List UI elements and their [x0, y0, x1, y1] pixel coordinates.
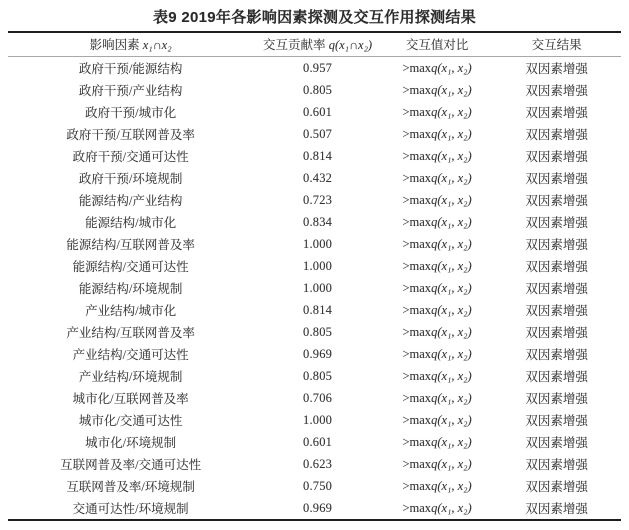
comparison-prefix: >max [402, 456, 432, 471]
table-row [8, 387, 621, 409]
result-cell: 双因素增强 [525, 304, 588, 318]
q-value-cell: 1.000 [303, 280, 333, 295]
result-cell: 双因素增强 [525, 458, 588, 472]
result-cell: 双因素增强 [525, 172, 588, 186]
comparison-prefix: >max [402, 346, 432, 361]
comparison-prefix: >max [402, 368, 432, 383]
table-row [8, 453, 621, 475]
table-header-row [8, 32, 621, 57]
q-value-cell: 0.723 [303, 192, 333, 207]
result-cell: 双因素增强 [525, 480, 588, 494]
q-value-cell: 0.805 [303, 324, 333, 339]
comparison-math: q(x₁, x₂) [431, 456, 472, 471]
factor-cell: 互联网普及率/环境规制 [66, 480, 195, 494]
table-caption: 表9 2019年各影响因素探测及交互作用探测结果 [152, 9, 477, 26]
comparison-math: q(x₁, x₂) [431, 236, 472, 251]
column-header-factors-math: x₁∩x₂ [142, 38, 172, 52]
table-row [8, 475, 621, 497]
q-value-cell: 0.814 [303, 302, 333, 317]
comparison-cell [382, 475, 492, 497]
comparison-cell [382, 431, 492, 453]
q-value-cell: 0.957 [303, 60, 333, 75]
comparison-cell [382, 57, 492, 80]
comparison-prefix: >max [402, 126, 432, 141]
result-cell: 双因素增强 [525, 436, 588, 450]
result-cell: 双因素增强 [525, 282, 588, 296]
q-value-cell: 0.601 [303, 434, 333, 449]
table-row [8, 79, 621, 101]
comparison-prefix: >max [402, 148, 432, 163]
comparison-prefix: >max [402, 236, 432, 251]
factor-cell: 能源结构/交通可达性 [72, 260, 189, 274]
comparison-math: q(x₁, x₂) [431, 170, 472, 185]
comparison-math: q(x₁, x₂) [431, 280, 472, 295]
results-table [8, 31, 621, 521]
comparison-cell [382, 365, 492, 387]
factor-cell: 产业结构/互联网普及率 [66, 326, 195, 340]
factor-cell: 城市化/环境规制 [85, 436, 177, 450]
comparison-cell [382, 101, 492, 123]
comparison-prefix: >max [402, 500, 432, 515]
table-row [8, 431, 621, 453]
factor-cell: 能源结构/城市化 [85, 216, 177, 230]
table-row [8, 123, 621, 145]
comparison-prefix: >max [402, 302, 432, 317]
q-value-cell: 0.969 [303, 500, 333, 515]
factor-cell: 产业结构/环境规制 [78, 370, 183, 384]
q-value-cell: 0.750 [303, 478, 333, 493]
result-cell: 双因素增强 [525, 128, 588, 142]
result-cell: 双因素增强 [525, 502, 588, 516]
q-value-cell: 0.432 [303, 170, 333, 185]
factor-cell: 政府干预/能源结构 [78, 62, 183, 76]
table-row [8, 409, 621, 431]
comparison-math: q(x₁, x₂) [431, 478, 472, 493]
result-cell: 双因素增强 [525, 348, 588, 362]
result-cell: 双因素增强 [525, 370, 588, 384]
comparison-cell [382, 145, 492, 167]
table-row [8, 497, 621, 520]
result-cell: 双因素增强 [525, 194, 588, 208]
result-cell: 双因素增强 [525, 326, 588, 340]
comparison-math: q(x₁, x₂) [431, 214, 472, 229]
q-value-cell: 1.000 [303, 258, 333, 273]
table-row [8, 343, 621, 365]
table-row [8, 277, 621, 299]
q-value-cell: 0.507 [303, 126, 333, 141]
column-header-factors-label: 影响因素 [89, 38, 143, 52]
comparison-cell [382, 497, 492, 520]
comparison-cell [382, 453, 492, 475]
comparison-math: q(x₁, x₂) [431, 302, 472, 317]
comparison-prefix: >max [402, 104, 432, 119]
column-header-contribution-math: q(x₁∩x₂) [328, 38, 373, 52]
comparison-cell [382, 321, 492, 343]
comparison-cell [382, 343, 492, 365]
comparison-prefix: >max [402, 82, 432, 97]
table-row [8, 365, 621, 387]
column-header-comparison-label: 交互值对比 [405, 38, 469, 52]
comparison-math: q(x₁, x₂) [431, 412, 472, 427]
comparison-math: q(x₁, x₂) [431, 258, 472, 273]
factor-cell: 政府干预/环境规制 [78, 172, 183, 186]
comparison-prefix: >max [402, 214, 432, 229]
factor-cell: 政府干预/互联网普及率 [66, 128, 195, 142]
table-row [8, 167, 621, 189]
comparison-math: q(x₁, x₂) [431, 126, 472, 141]
comparison-cell [382, 167, 492, 189]
factor-cell: 政府干预/城市化 [85, 106, 177, 120]
comparison-cell [382, 233, 492, 255]
factor-cell: 城市化/交通可达性 [78, 414, 183, 428]
q-value-cell: 0.805 [303, 82, 333, 97]
comparison-cell [382, 387, 492, 409]
table-row [8, 255, 621, 277]
column-header-comparison [382, 32, 492, 57]
column-header-contribution-label: 交互贡献率 [263, 38, 329, 52]
result-cell: 双因素增强 [525, 260, 588, 274]
comparison-prefix: >max [402, 478, 432, 493]
comparison-prefix: >max [402, 390, 432, 405]
result-cell: 双因素增强 [525, 392, 588, 406]
table-row [8, 321, 621, 343]
factor-cell: 能源结构/互联网普及率 [66, 238, 195, 252]
factor-cell: 政府干预/交通可达性 [72, 150, 189, 164]
comparison-math: q(x₁, x₂) [431, 346, 472, 361]
result-cell: 双因素增强 [525, 414, 588, 428]
factor-cell: 能源结构/环境规制 [78, 282, 183, 296]
comparison-prefix: >max [402, 170, 432, 185]
comparison-math: q(x₁, x₂) [431, 192, 472, 207]
q-value-cell: 0.623 [303, 456, 333, 471]
comparison-prefix: >max [402, 434, 432, 449]
q-value-cell: 0.706 [303, 390, 333, 405]
table-row [8, 145, 621, 167]
comparison-cell [382, 123, 492, 145]
comparison-prefix: >max [402, 324, 432, 339]
comparison-math: q(x₁, x₂) [431, 148, 472, 163]
comparison-cell [382, 277, 492, 299]
comparison-cell [382, 409, 492, 431]
q-value-cell: 0.601 [303, 104, 333, 119]
result-cell: 双因素增强 [525, 106, 588, 120]
comparison-cell [382, 299, 492, 321]
result-cell: 双因素增强 [525, 150, 588, 164]
comparison-math: q(x₁, x₂) [431, 82, 472, 97]
result-cell: 双因素增强 [525, 238, 588, 252]
comparison-math: q(x₁, x₂) [431, 390, 472, 405]
comparison-cell [382, 255, 492, 277]
column-header-contribution [253, 32, 382, 57]
q-value-cell: 0.969 [303, 346, 333, 361]
comparison-math: q(x₁, x₂) [431, 368, 472, 383]
comparison-cell [382, 79, 492, 101]
table-row [8, 57, 621, 80]
column-header-factors [8, 32, 253, 57]
comparison-math: q(x₁, x₂) [431, 434, 472, 449]
q-value-cell: 1.000 [303, 236, 333, 251]
q-value-cell: 0.805 [303, 368, 333, 383]
factor-cell: 产业结构/交通可达性 [72, 348, 189, 362]
comparison-cell [382, 211, 492, 233]
table-row [8, 233, 621, 255]
column-header-result-label: 交互结果 [531, 38, 582, 52]
factor-cell: 交通可达性/环境规制 [72, 502, 189, 516]
q-value-cell: 0.834 [303, 214, 333, 229]
table-row [8, 211, 621, 233]
table-row [8, 299, 621, 321]
column-header-result [492, 32, 621, 57]
factor-cell: 城市化/互联网普及率 [72, 392, 189, 406]
table-row [8, 189, 621, 211]
comparison-math: q(x₁, x₂) [431, 324, 472, 339]
table-body [8, 57, 621, 521]
q-value-cell: 0.814 [303, 148, 333, 163]
result-cell: 双因素增强 [525, 62, 588, 76]
factor-cell: 产业结构/城市化 [85, 304, 177, 318]
factor-cell: 政府干预/产业结构 [78, 84, 183, 98]
comparison-prefix: >max [402, 258, 432, 273]
comparison-math: q(x₁, x₂) [431, 104, 472, 119]
comparison-prefix: >max [402, 60, 432, 75]
comparison-prefix: >max [402, 192, 432, 207]
q-value-cell: 1.000 [303, 412, 333, 427]
comparison-math: q(x₁, x₂) [431, 500, 472, 515]
comparison-prefix: >max [402, 412, 432, 427]
comparison-cell [382, 189, 492, 211]
table-row [8, 101, 621, 123]
result-cell: 双因素增强 [525, 84, 588, 98]
factor-cell: 互联网普及率/交通可达性 [60, 458, 202, 472]
factor-cell: 能源结构/产业结构 [78, 194, 183, 208]
comparison-math: q(x₁, x₂) [431, 60, 472, 75]
comparison-prefix: >max [402, 280, 432, 295]
result-cell: 双因素增强 [525, 216, 588, 230]
